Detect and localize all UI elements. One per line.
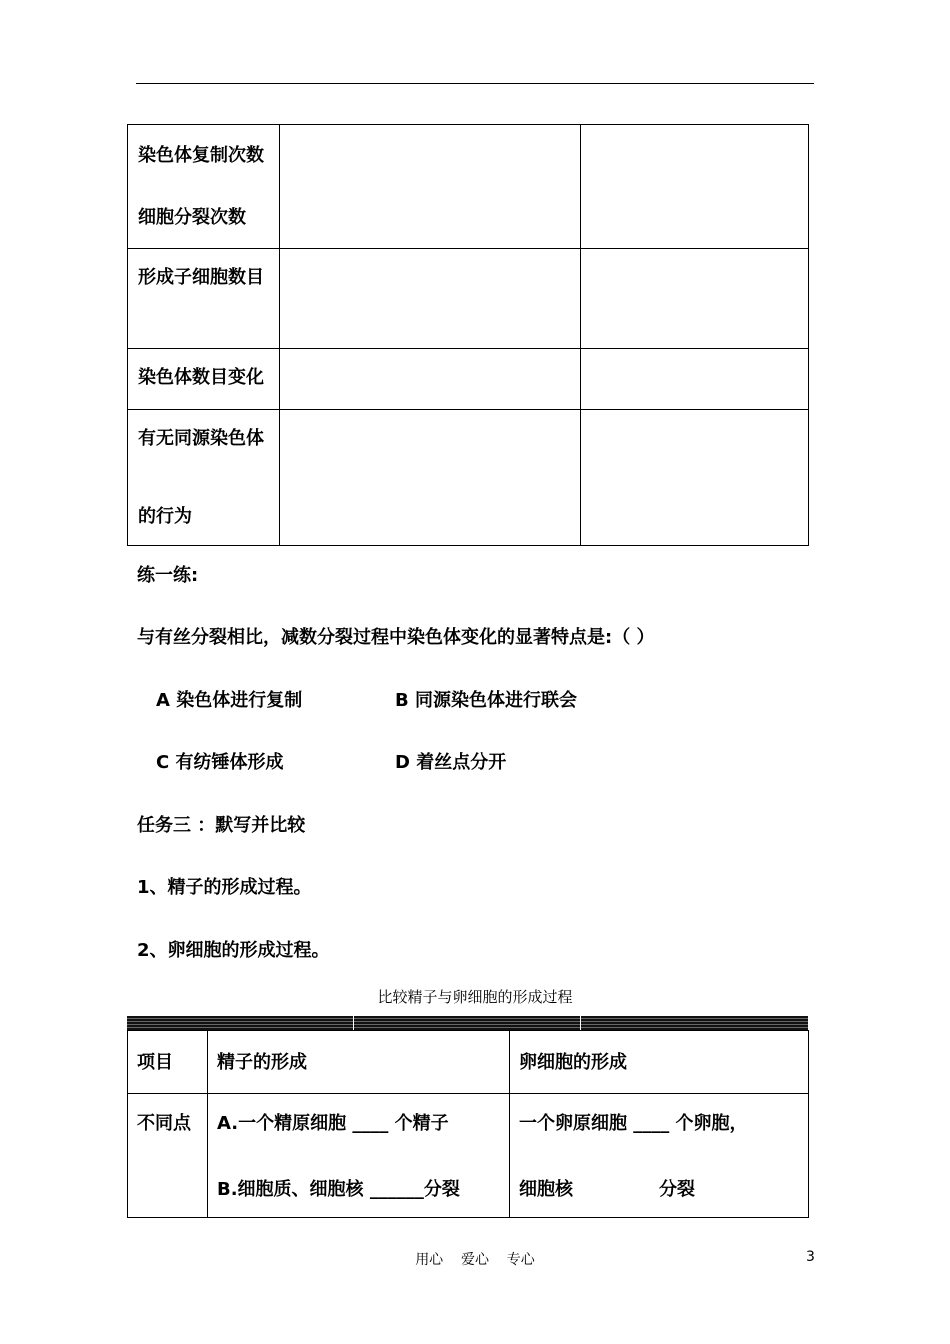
table-row xyxy=(128,249,809,349)
answer-cell[interactable] xyxy=(280,349,581,410)
task3-item-2: 2、卵细胞的形成过程。 xyxy=(137,940,330,961)
answer-cell[interactable] xyxy=(581,349,809,410)
task3-heading: 任务三 ：默写并比较 xyxy=(137,815,306,836)
option-c[interactable]: C 有纺锤体形成 xyxy=(156,752,284,773)
egg-line-1: 一个卵原细胞 ____ 个卵胞， xyxy=(519,1113,748,1134)
answer-cell[interactable] xyxy=(280,249,581,349)
row-label-cell: 不同点 xyxy=(128,1094,208,1218)
border-divider xyxy=(353,1016,354,1030)
sperm-line-b: B.细胞质、细胞核 ______分裂 xyxy=(217,1179,460,1200)
practice-question: 与有丝分裂相比，减数分裂过程中染色体变化的显著特点是:（ ） xyxy=(137,627,655,648)
answer-cell[interactable] xyxy=(581,410,809,546)
egg-cell xyxy=(510,1094,809,1218)
table-row xyxy=(128,125,809,249)
answer-cell[interactable] xyxy=(581,249,809,349)
answer-cell[interactable] xyxy=(280,410,581,546)
table2-caption: 比较精子与卵细胞的形成过程 xyxy=(377,988,573,1006)
table-row xyxy=(128,349,809,410)
row-label: 形成子细胞数目 xyxy=(138,267,264,288)
practice-heading: 练一练: xyxy=(137,565,199,586)
row-label: 的行为 xyxy=(138,506,192,527)
row-label: 染色体数目变化 xyxy=(138,367,264,388)
header-rule xyxy=(136,83,814,84)
page-number: 3 xyxy=(806,1249,815,1265)
option-b[interactable]: B 同源染色体进行联会 xyxy=(395,690,577,711)
table-row xyxy=(128,1094,809,1218)
sperm-cell xyxy=(208,1094,510,1218)
row-label-cell xyxy=(128,125,280,249)
table-row xyxy=(128,410,809,546)
row-label: 有无同源染色体 xyxy=(138,428,264,449)
header-cell-item: 项目 xyxy=(128,1031,208,1094)
border-divider xyxy=(580,1016,581,1030)
answer-cell[interactable] xyxy=(280,125,581,249)
egg-line-2 xyxy=(519,1175,808,1201)
table-header-row xyxy=(128,1031,809,1094)
comparison-table-2 xyxy=(127,1030,809,1218)
header-cell-egg: 卵细胞的形成 xyxy=(510,1031,809,1094)
row-label: 细胞分裂次数 xyxy=(138,207,246,228)
option-a[interactable]: A 染色体进行复制 xyxy=(156,690,303,711)
option-d[interactable]: D 着丝点分开 xyxy=(395,752,507,773)
header-cell-sperm: 精子的形成 xyxy=(208,1031,510,1094)
row-label-cell xyxy=(128,249,280,349)
row-label: 染色体复制次数 xyxy=(138,145,264,166)
sperm-line-a: A.一个精原细胞 ____ 个精子 xyxy=(217,1113,449,1134)
table2-top-border xyxy=(127,1016,808,1030)
egg-line-2-part-b: 分裂 xyxy=(659,1179,695,1200)
row-label-cell xyxy=(128,410,280,546)
answer-cell[interactable] xyxy=(581,125,809,249)
egg-line-2-part-a: 细胞核 xyxy=(519,1179,573,1200)
task3-item-1: 1、精子的形成过程。 xyxy=(137,877,312,898)
comparison-table-1 xyxy=(127,124,809,546)
row-label-cell xyxy=(128,349,280,410)
footer-motto: 用心 爱心 专心 xyxy=(415,1252,535,1268)
